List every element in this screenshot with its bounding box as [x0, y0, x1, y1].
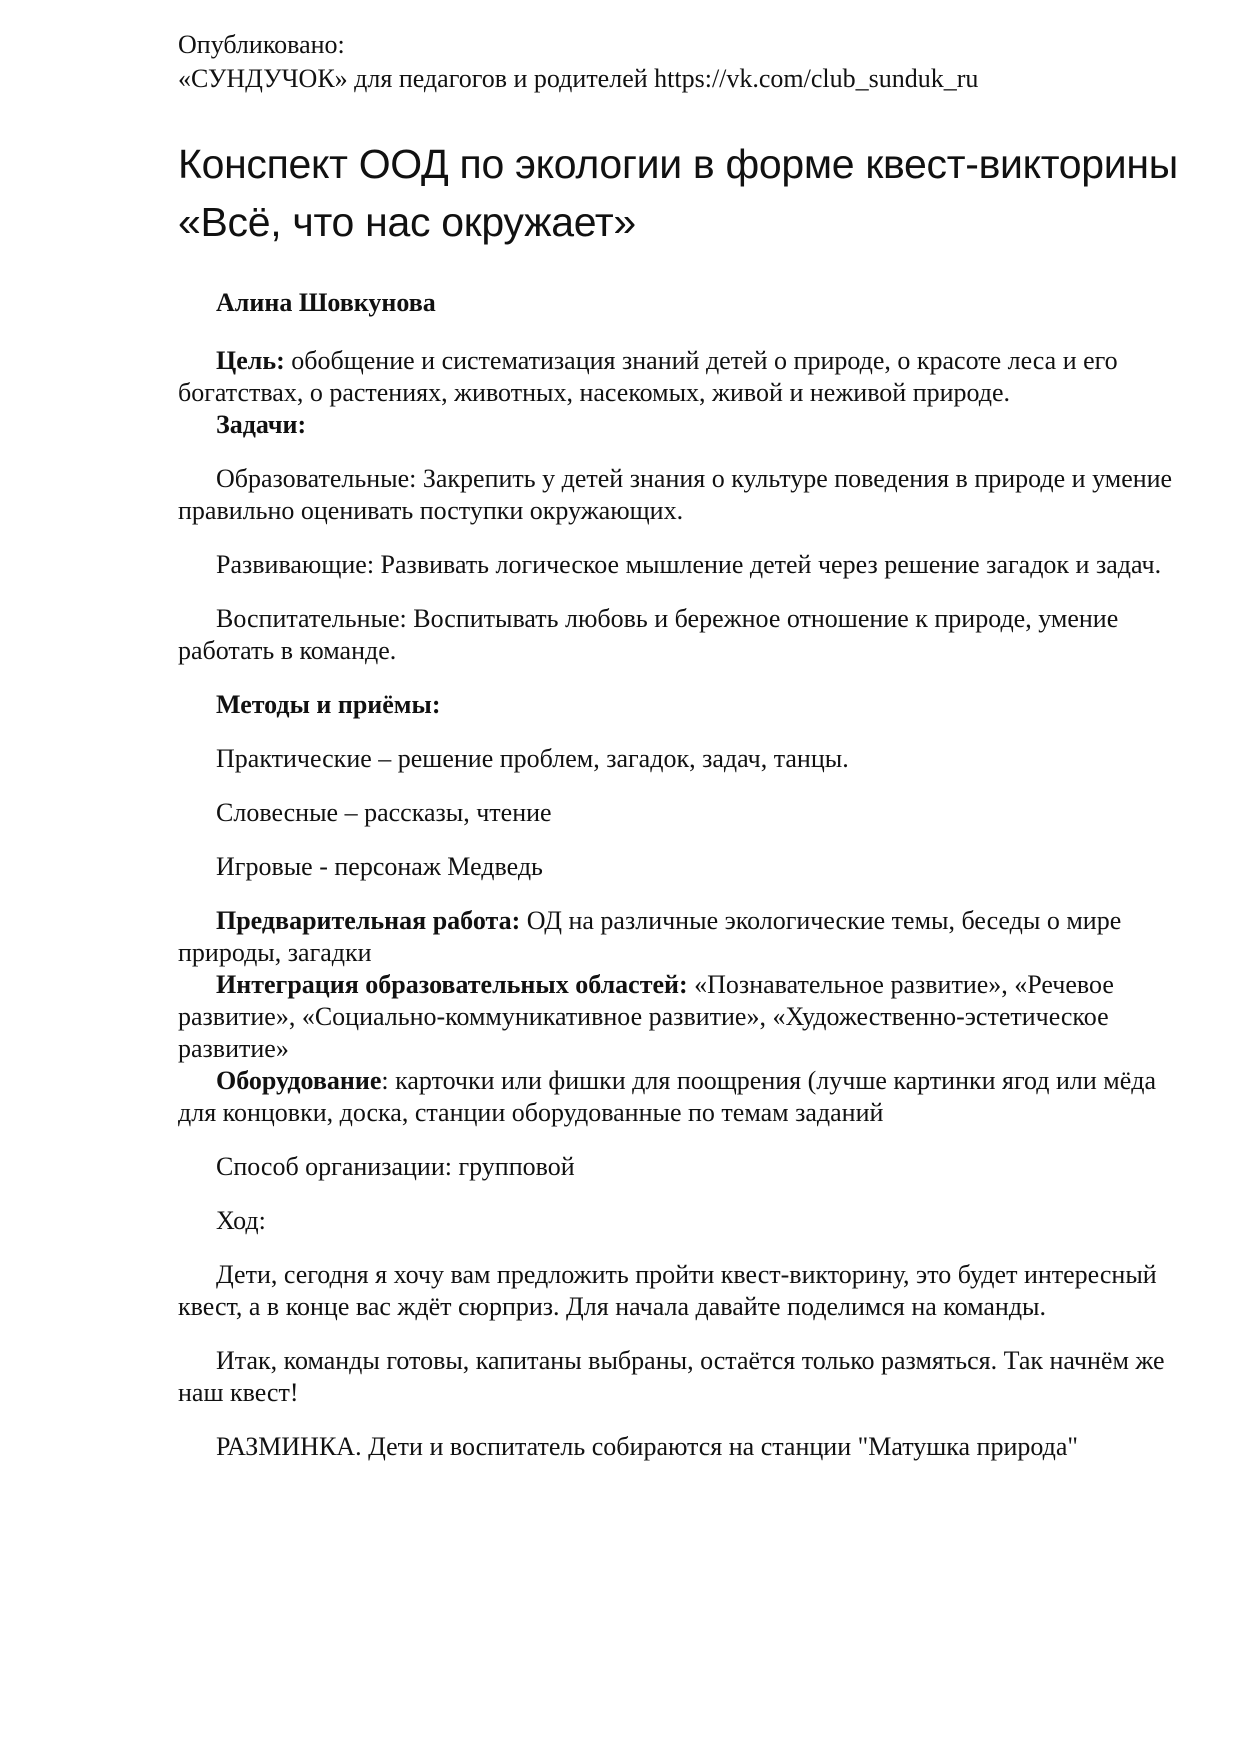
goal-label: Цель:: [216, 346, 285, 375]
equipment-paragraph: [178, 1065, 1182, 1129]
integration-text: «Познавательное развитие», «Речевое развитие», «Социально-коммуникативное развитие», «Художественно-эстетическое развитие»: [178, 970, 1114, 1063]
source-line: «СУНДУЧОК» для педагогов и родителей https://vk.com/club_sunduk_ru: [178, 64, 979, 93]
integration-label: Интеграция образовательных областей:: [216, 970, 688, 999]
equipment-label: Оборудование: [216, 1066, 382, 1095]
course-paragraph-start: Итак, команды готовы, капитаны выбраны, остаётся только размяться. Так начнём же наш квест!: [178, 1346, 1165, 1407]
task-upbringing: Воспитательные: Воспитывать любовь и бережное отношение к природе, умение работать в команде.: [178, 604, 1119, 665]
method-game: Игровые - персонаж Медведь: [216, 852, 543, 881]
method-practical: Практические – решение проблем, загадок, задач, танцы.: [216, 744, 849, 773]
goal-paragraph: [178, 345, 1182, 409]
task-developing: Развивающие: Развивать логическое мышление детей через решение загадок и задач.: [216, 550, 1162, 579]
goal-text: обобщение и систематизация знаний детей о природе, о красоте леса и его богатствах, о растениях, животных, насекомых, живой и неживой природе.: [178, 346, 1118, 407]
publication-header: [178, 28, 1178, 96]
author-name: Алина Шовкунова: [216, 288, 436, 317]
preliminary-label: Предварительная работа:: [216, 906, 521, 935]
course-paragraph-warmup: РАЗМИНКА. Дети и воспитатель собираются на станции "Матушка природа": [216, 1432, 1078, 1461]
integration-paragraph: [178, 969, 1182, 1065]
methods-heading: Методы и приёмы:: [216, 690, 441, 719]
organization-paragraph: Способ организации: групповой: [216, 1152, 575, 1181]
course-paragraph-intro: Дети, сегодня я хочу вам предложить пройти квест-викторину, это будет интересный квест, а в конце вас ждёт сюрприз. Для начала давайте поделимся на команды.: [178, 1260, 1157, 1321]
method-verbal: Словесные – рассказы, чтение: [216, 798, 552, 827]
task-educational: Образовательные: Закрепить у детей знания о культуре поведения в природе и умение правильно оценивать поступки окружающих.: [178, 464, 1173, 525]
tasks-heading: Задачи:: [216, 410, 307, 439]
course-heading: Ход:: [216, 1206, 266, 1235]
document-body: [178, 287, 1182, 1485]
equipment-text: : карточки или фишки для поощрения (лучше картинки ягод или мёда для концовки, доска, станции оборудованные по темам заданий: [178, 1066, 1157, 1127]
preliminary-paragraph: [178, 905, 1182, 969]
document-title: Конспект ООД по экологии в форме квест-викторины «Всё, что нас окружает»: [178, 141, 1178, 245]
published-label: Опубликовано:: [178, 30, 345, 59]
preliminary-text: ОД на различные экологические темы, беседы о мире природы, загадки: [178, 906, 1122, 967]
